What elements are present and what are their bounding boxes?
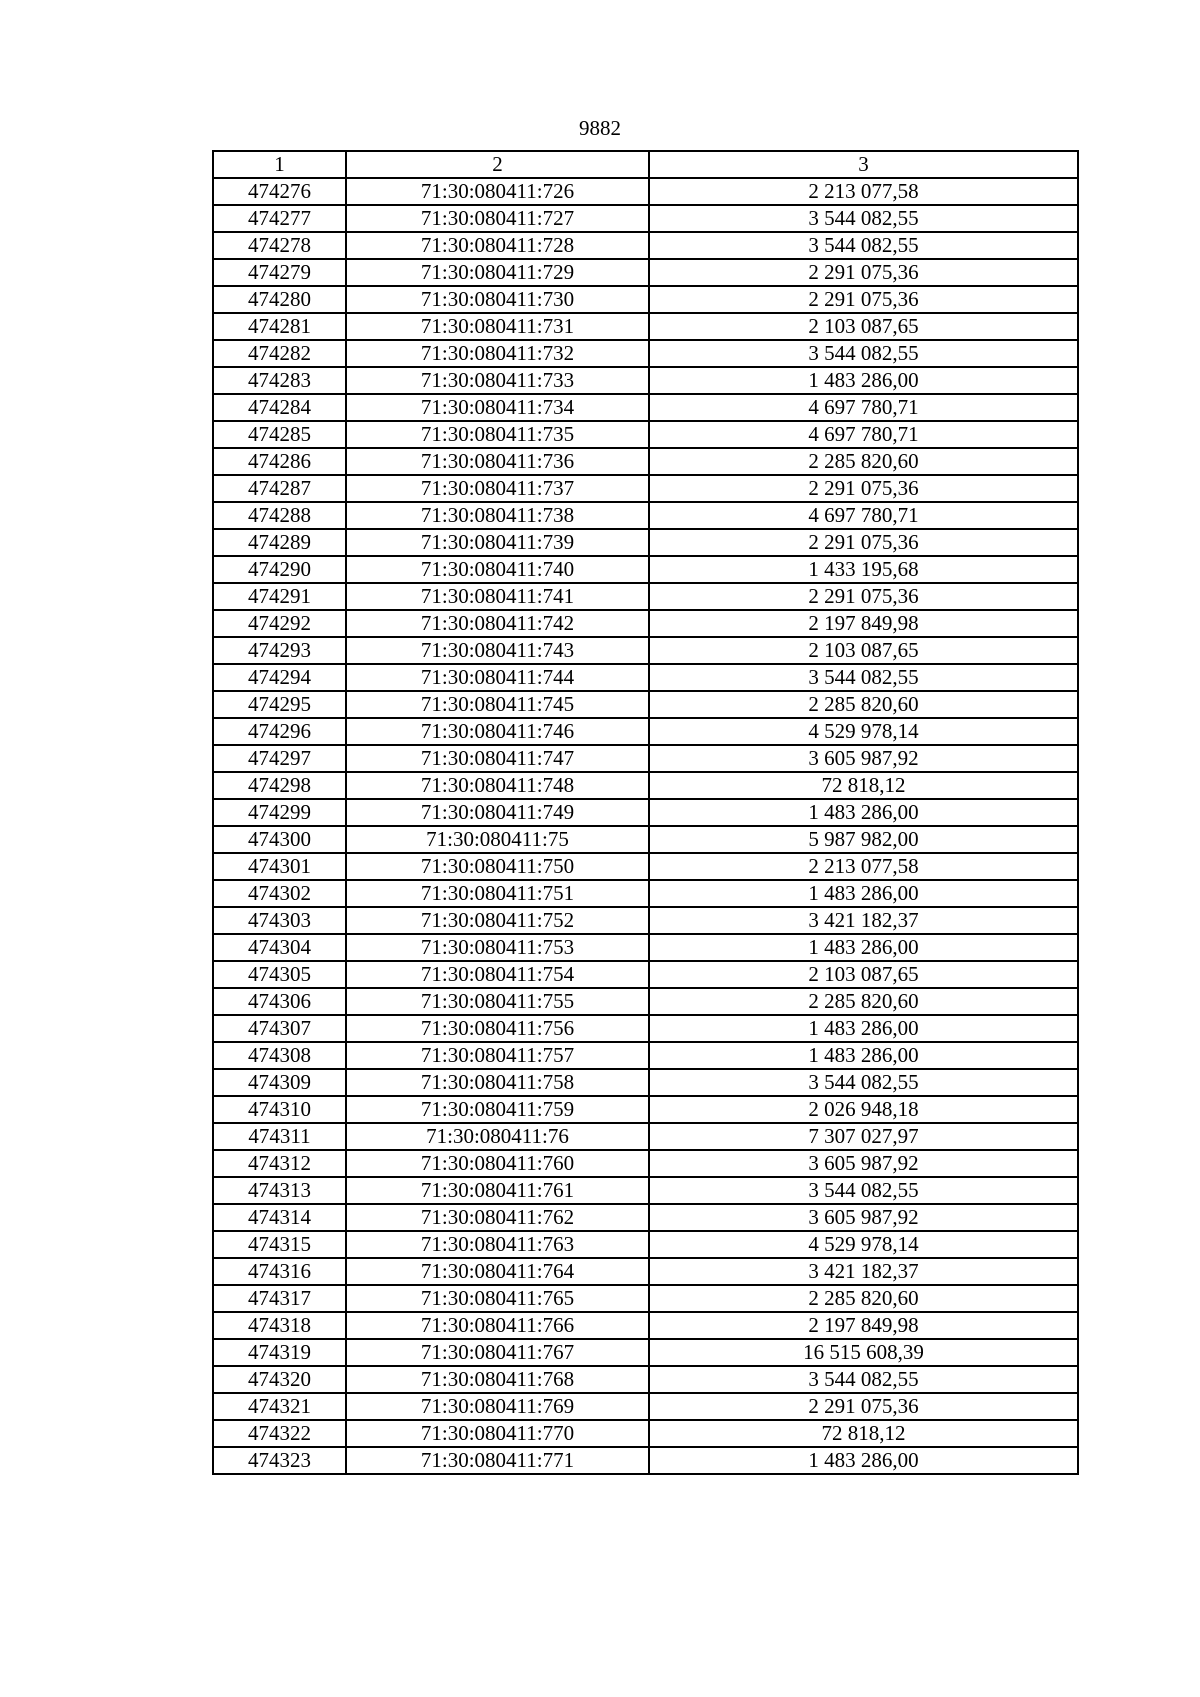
cadastral-value-cell: 2 291 075,36 <box>649 259 1078 286</box>
table-row <box>213 367 1078 394</box>
table-row <box>213 286 1078 313</box>
cadastral-value-cell: 3 421 182,37 <box>649 1258 1078 1285</box>
table-row <box>213 1015 1078 1042</box>
row-number-cell: 474313 <box>213 1177 346 1204</box>
row-number-cell: 474298 <box>213 772 346 799</box>
cadastral-number-cell: 71:30:080411:75 <box>346 826 649 853</box>
cadastral-value-cell: 1 483 286,00 <box>649 880 1078 907</box>
table-row <box>213 1150 1078 1177</box>
cadastral-value-cell: 3 421 182,37 <box>649 907 1078 934</box>
cadastral-number-cell: 71:30:080411:771 <box>346 1447 649 1474</box>
cadastral-number-cell: 71:30:080411:747 <box>346 745 649 772</box>
row-number-cell: 474288 <box>213 502 346 529</box>
cadastral-value-cell: 3 544 082,55 <box>649 232 1078 259</box>
cadastral-number-cell: 71:30:080411:756 <box>346 1015 649 1042</box>
cadastral-value-cell: 3 605 987,92 <box>649 1150 1078 1177</box>
table-row <box>213 988 1078 1015</box>
table-header-row <box>213 151 1078 178</box>
row-number-cell: 474314 <box>213 1204 346 1231</box>
row-number-cell: 474316 <box>213 1258 346 1285</box>
cadastral-number-cell: 71:30:080411:760 <box>346 1150 649 1177</box>
cadastral-value-table <box>212 150 1079 1475</box>
table-row <box>213 664 1078 691</box>
cadastral-number-cell: 71:30:080411:739 <box>346 529 649 556</box>
table-row <box>213 394 1078 421</box>
row-number-cell: 474302 <box>213 880 346 907</box>
table-row <box>213 556 1078 583</box>
cadastral-value-cell: 1 483 286,00 <box>649 1015 1078 1042</box>
row-number-cell: 474290 <box>213 556 346 583</box>
column-header-cadastral-number: 2 <box>346 151 649 178</box>
row-number-cell: 474319 <box>213 1339 346 1366</box>
row-number-cell: 474317 <box>213 1285 346 1312</box>
table-row <box>213 529 1078 556</box>
row-number-cell: 474283 <box>213 367 346 394</box>
cadastral-number-cell: 71:30:080411:737 <box>346 475 649 502</box>
cadastral-number-cell: 71:30:080411:744 <box>346 664 649 691</box>
cadastral-number-cell: 71:30:080411:752 <box>346 907 649 934</box>
table-row <box>213 718 1078 745</box>
cadastral-number-cell: 71:30:080411:748 <box>346 772 649 799</box>
row-number-cell: 474322 <box>213 1420 346 1447</box>
cadastral-value-cell: 2 026 948,18 <box>649 1096 1078 1123</box>
row-number-cell: 474307 <box>213 1015 346 1042</box>
cadastral-number-cell: 71:30:080411:759 <box>346 1096 649 1123</box>
row-number-cell: 474281 <box>213 313 346 340</box>
cadastral-number-cell: 71:30:080411:730 <box>346 286 649 313</box>
row-number-cell: 474323 <box>213 1447 346 1474</box>
cadastral-value-cell: 2 197 849,98 <box>649 1312 1078 1339</box>
cadastral-value-cell: 1 483 286,00 <box>649 1447 1078 1474</box>
row-number-cell: 474284 <box>213 394 346 421</box>
cadastral-number-cell: 71:30:080411:736 <box>346 448 649 475</box>
cadastral-number-cell: 71:30:080411:76 <box>346 1123 649 1150</box>
table-row <box>213 502 1078 529</box>
row-number-cell: 474308 <box>213 1042 346 1069</box>
table-row <box>213 880 1078 907</box>
row-number-cell: 474285 <box>213 421 346 448</box>
cadastral-value-cell: 3 544 082,55 <box>649 1177 1078 1204</box>
cadastral-value-cell: 2 285 820,60 <box>649 988 1078 1015</box>
cadastral-number-cell: 71:30:080411:761 <box>346 1177 649 1204</box>
table-row <box>213 1069 1078 1096</box>
row-number-cell: 474315 <box>213 1231 346 1258</box>
table-row <box>213 1393 1078 1420</box>
cadastral-value-cell: 1 483 286,00 <box>649 934 1078 961</box>
row-number-cell: 474318 <box>213 1312 346 1339</box>
table-row <box>213 205 1078 232</box>
cadastral-value-cell: 3 544 082,55 <box>649 1366 1078 1393</box>
row-number-cell: 474299 <box>213 799 346 826</box>
table-row <box>213 178 1078 205</box>
cadastral-value-cell: 2 285 820,60 <box>649 1285 1078 1312</box>
column-header-cadastral-value: 3 <box>649 151 1078 178</box>
cadastral-number-cell: 71:30:080411:733 <box>346 367 649 394</box>
table-row <box>213 1285 1078 1312</box>
cadastral-value-cell: 1 483 286,00 <box>649 1042 1078 1069</box>
page-number: 9882 <box>579 116 621 140</box>
table-row <box>213 1204 1078 1231</box>
cadastral-value-cell: 2 291 075,36 <box>649 475 1078 502</box>
row-number-cell: 474311 <box>213 1123 346 1150</box>
table-row <box>213 340 1078 367</box>
row-number-cell: 474279 <box>213 259 346 286</box>
cadastral-number-cell: 71:30:080411:746 <box>346 718 649 745</box>
cadastral-value-cell: 2 103 087,65 <box>649 961 1078 988</box>
cadastral-number-cell: 71:30:080411:734 <box>346 394 649 421</box>
row-number-cell: 474286 <box>213 448 346 475</box>
row-number-cell: 474287 <box>213 475 346 502</box>
cadastral-number-cell: 71:30:080411:755 <box>346 988 649 1015</box>
cadastral-value-cell: 1 483 286,00 <box>649 799 1078 826</box>
cadastral-value-cell: 2 103 087,65 <box>649 313 1078 340</box>
cadastral-number-cell: 71:30:080411:753 <box>346 934 649 961</box>
cadastral-value-cell: 3 605 987,92 <box>649 745 1078 772</box>
table-row <box>213 583 1078 610</box>
cadastral-number-cell: 71:30:080411:740 <box>346 556 649 583</box>
cadastral-value-cell: 4 697 780,71 <box>649 421 1078 448</box>
cadastral-number-cell: 71:30:080411:726 <box>346 178 649 205</box>
table-row <box>213 799 1078 826</box>
cadastral-value-cell: 2 213 077,58 <box>649 178 1078 205</box>
table-row <box>213 745 1078 772</box>
cadastral-value-cell: 3 605 987,92 <box>649 1204 1078 1231</box>
cadastral-number-cell: 71:30:080411:742 <box>346 610 649 637</box>
row-number-cell: 474306 <box>213 988 346 1015</box>
row-number-cell: 474282 <box>213 340 346 367</box>
cadastral-value-cell: 2 213 077,58 <box>649 853 1078 880</box>
cadastral-number-cell: 71:30:080411:745 <box>346 691 649 718</box>
table-body <box>213 178 1078 1474</box>
cadastral-number-cell: 71:30:080411:768 <box>346 1366 649 1393</box>
cadastral-number-cell: 71:30:080411:765 <box>346 1285 649 1312</box>
cadastral-number-cell: 71:30:080411:751 <box>346 880 649 907</box>
table-row <box>213 259 1078 286</box>
column-header-number: 1 <box>213 151 346 178</box>
table-row <box>213 1339 1078 1366</box>
cadastral-value-cell: 4 529 978,14 <box>649 718 1078 745</box>
cadastral-number-cell: 71:30:080411:770 <box>346 1420 649 1447</box>
table-row <box>213 637 1078 664</box>
row-number-cell: 474305 <box>213 961 346 988</box>
cadastral-value-cell: 4 697 780,71 <box>649 394 1078 421</box>
table-row <box>213 853 1078 880</box>
cadastral-value-cell: 2 291 075,36 <box>649 286 1078 313</box>
table-row <box>213 313 1078 340</box>
cadastral-value-cell: 5 987 982,00 <box>649 826 1078 853</box>
table-row <box>213 691 1078 718</box>
cadastral-number-cell: 71:30:080411:758 <box>346 1069 649 1096</box>
cadastral-value-cell: 2 197 849,98 <box>649 610 1078 637</box>
cadastral-number-cell: 71:30:080411:767 <box>346 1339 649 1366</box>
cadastral-number-cell: 71:30:080411:732 <box>346 340 649 367</box>
cadastral-number-cell: 71:30:080411:741 <box>346 583 649 610</box>
row-number-cell: 474297 <box>213 745 346 772</box>
cadastral-number-cell: 71:30:080411:729 <box>346 259 649 286</box>
cadastral-value-cell: 16 515 608,39 <box>649 1339 1078 1366</box>
cadastral-number-cell: 71:30:080411:727 <box>346 205 649 232</box>
row-number-cell: 474280 <box>213 286 346 313</box>
cadastral-number-cell: 71:30:080411:757 <box>346 1042 649 1069</box>
cadastral-value-cell: 3 544 082,55 <box>649 340 1078 367</box>
row-number-cell: 474296 <box>213 718 346 745</box>
table-row <box>213 475 1078 502</box>
cadastral-number-cell: 71:30:080411:754 <box>346 961 649 988</box>
table-row <box>213 610 1078 637</box>
row-number-cell: 474295 <box>213 691 346 718</box>
cadastral-number-cell: 71:30:080411:750 <box>346 853 649 880</box>
cadastral-value-cell: 1 433 195,68 <box>649 556 1078 583</box>
cadastral-number-cell: 71:30:080411:728 <box>346 232 649 259</box>
cadastral-value-cell: 72 818,12 <box>649 1420 1078 1447</box>
table-row <box>213 1420 1078 1447</box>
cadastral-number-cell: 71:30:080411:738 <box>346 502 649 529</box>
cadastral-value-cell: 2 285 820,60 <box>649 691 1078 718</box>
row-number-cell: 474310 <box>213 1096 346 1123</box>
cadastral-number-cell: 71:30:080411:749 <box>346 799 649 826</box>
row-number-cell: 474291 <box>213 583 346 610</box>
row-number-cell: 474278 <box>213 232 346 259</box>
table-row <box>213 1096 1078 1123</box>
table-row <box>213 232 1078 259</box>
cadastral-number-cell: 71:30:080411:731 <box>346 313 649 340</box>
row-number-cell: 474312 <box>213 1150 346 1177</box>
table-row <box>213 1312 1078 1339</box>
row-number-cell: 474303 <box>213 907 346 934</box>
table-row <box>213 1177 1078 1204</box>
table-row <box>213 421 1078 448</box>
cadastral-number-cell: 71:30:080411:766 <box>346 1312 649 1339</box>
cadastral-number-cell: 71:30:080411:735 <box>346 421 649 448</box>
row-number-cell: 474304 <box>213 934 346 961</box>
table-row <box>213 1366 1078 1393</box>
table-row <box>213 907 1078 934</box>
cadastral-value-cell: 2 291 075,36 <box>649 1393 1078 1420</box>
cadastral-value-cell: 3 544 082,55 <box>649 205 1078 232</box>
row-number-cell: 474301 <box>213 853 346 880</box>
cadastral-value-cell: 4 697 780,71 <box>649 502 1078 529</box>
cadastral-number-cell: 71:30:080411:764 <box>346 1258 649 1285</box>
cadastral-number-cell: 71:30:080411:762 <box>346 1204 649 1231</box>
row-number-cell: 474293 <box>213 637 346 664</box>
row-number-cell: 474320 <box>213 1366 346 1393</box>
cadastral-number-cell: 71:30:080411:763 <box>346 1231 649 1258</box>
table-row <box>213 1447 1078 1474</box>
cadastral-value-cell: 2 291 075,36 <box>649 529 1078 556</box>
cadastral-value-cell: 2 291 075,36 <box>649 583 1078 610</box>
table-row <box>213 448 1078 475</box>
table-row <box>213 1123 1078 1150</box>
cadastral-value-cell: 3 544 082,55 <box>649 664 1078 691</box>
cadastral-value-cell: 1 483 286,00 <box>649 367 1078 394</box>
table-row <box>213 961 1078 988</box>
row-number-cell: 474309 <box>213 1069 346 1096</box>
row-number-cell: 474321 <box>213 1393 346 1420</box>
table-row <box>213 1258 1078 1285</box>
table-row <box>213 1231 1078 1258</box>
row-number-cell: 474277 <box>213 205 346 232</box>
row-number-cell: 474294 <box>213 664 346 691</box>
cadastral-value-cell: 7 307 027,97 <box>649 1123 1078 1150</box>
table-row <box>213 1042 1078 1069</box>
row-number-cell: 474292 <box>213 610 346 637</box>
table-row <box>213 934 1078 961</box>
cadastral-value-cell: 3 544 082,55 <box>649 1069 1078 1096</box>
row-number-cell: 474276 <box>213 178 346 205</box>
table-row <box>213 772 1078 799</box>
cadastral-number-cell: 71:30:080411:769 <box>346 1393 649 1420</box>
cadastral-value-cell: 72 818,12 <box>649 772 1078 799</box>
cadastral-value-cell: 2 103 087,65 <box>649 637 1078 664</box>
cadastral-value-cell: 2 285 820,60 <box>649 448 1078 475</box>
cadastral-number-cell: 71:30:080411:743 <box>346 637 649 664</box>
table-row <box>213 826 1078 853</box>
row-number-cell: 474289 <box>213 529 346 556</box>
cadastral-value-cell: 4 529 978,14 <box>649 1231 1078 1258</box>
row-number-cell: 474300 <box>213 826 346 853</box>
